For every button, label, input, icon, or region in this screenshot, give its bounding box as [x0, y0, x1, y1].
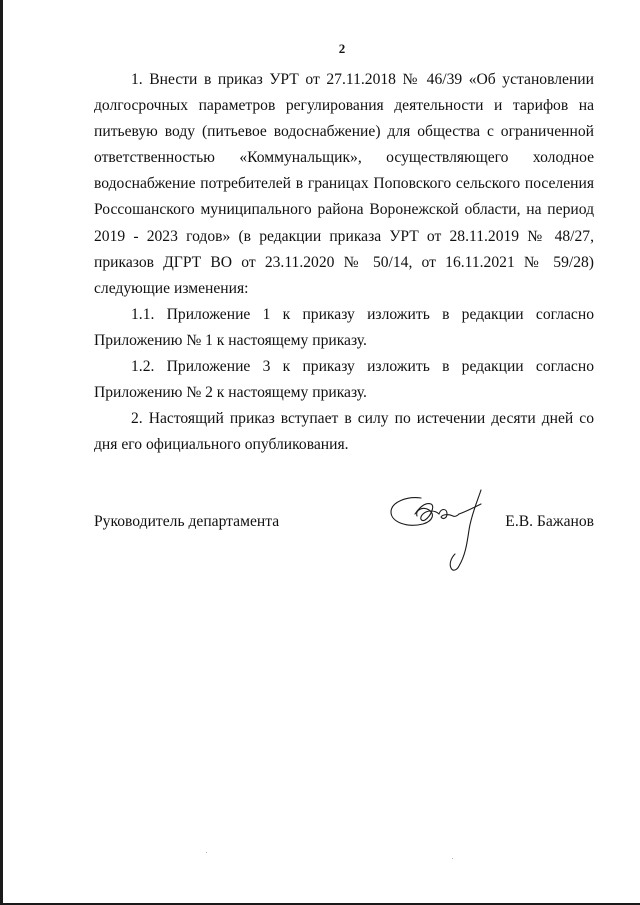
signature-block [94, 510, 594, 540]
page-number: 2 [338, 41, 346, 56]
document-body [94, 67, 594, 458]
scan-edge-left [0, 0, 3, 905]
scan-speck [452, 858, 453, 859]
paragraph-item-1-2: 1.2. Приложение 3 к приказу изложить в редакции согласно Приложению № 2 к настоящему приказу. [94, 358, 594, 402]
signatory-title: Руководитель департамента [94, 513, 280, 530]
scan-speck [206, 852, 207, 853]
handwritten-signature [385, 484, 495, 579]
paragraph-item-1-1: 1.1. Приложение 1 к приказу изложить в редакции согласно Приложению № 1 к настоящему приказу. [94, 305, 594, 349]
signatory-name: Е.В. Бажанов [505, 513, 594, 530]
paragraph-effective-date: 2. Настоящий приказ вступает в силу по истечении десяти дней со дня его официального опубликования. [94, 410, 594, 454]
paragraph-amendment: 1. Внести в приказ УРТ от 27.11.2018 № 46/39 «Об установлении долгосрочных параметров регулирования деятельности и тарифов на питьевую воду (питьевое водоснабжение) для общества с ограниченной ответственностью «Коммунальщик», осуществляющего холодное водоснабжение потребителей в границах Поповского сельского поселения Россошанского муниципального района Воронежской области, на период 2019 - 2023 годов» (в редакции приказа УРТ от 28.11.2019 № 48/27, приказов ДГРТ ВО от 23.11.2020 № 50/14, от 16.11.2021 № 59/28) следующие изменения: [94, 71, 594, 297]
